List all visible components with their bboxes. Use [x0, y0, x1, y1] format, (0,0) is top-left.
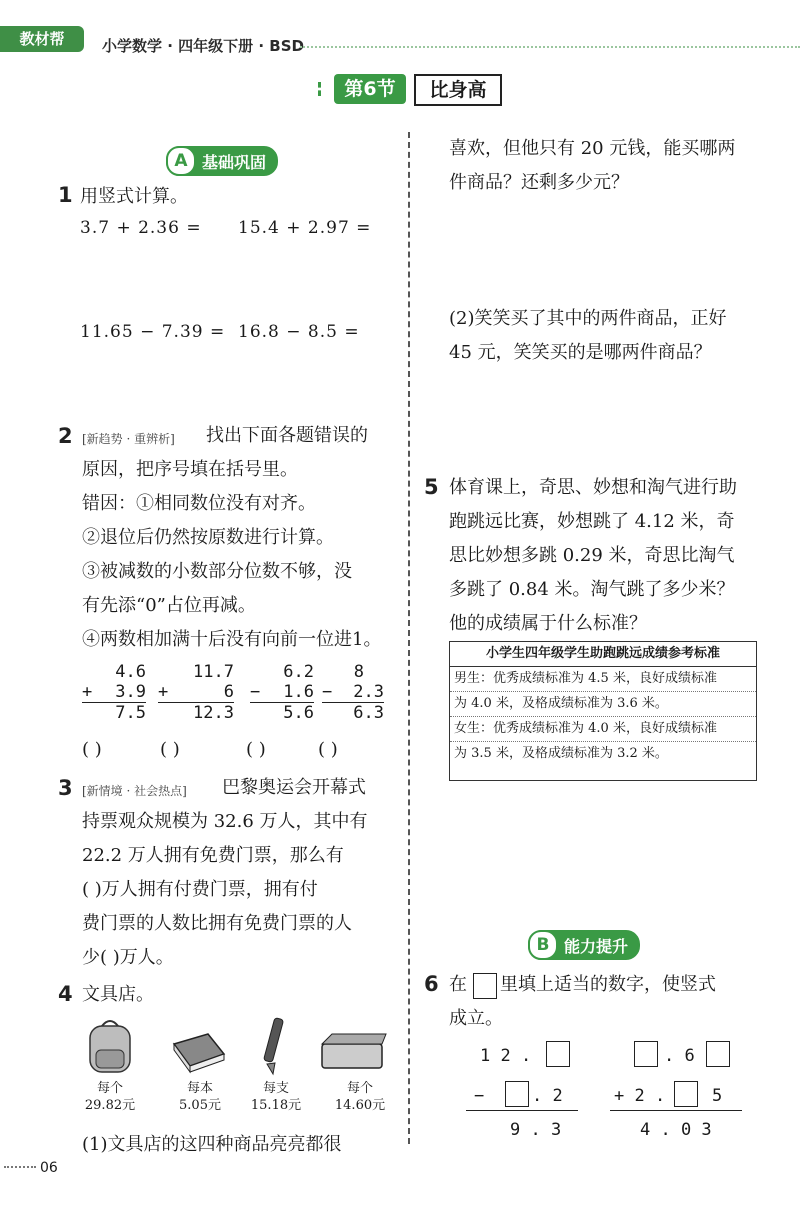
table-title: 小学生四年级学生助跑跳远成绩参考标准	[450, 642, 756, 667]
product-price: 15.18元	[250, 1098, 302, 1113]
product-label	[330, 1080, 390, 1114]
q2-answer-blank[interactable]: ( )	[318, 739, 338, 760]
section-decoration	[318, 82, 335, 96]
calc-top: 6.2	[283, 662, 314, 682]
q1-number: 1	[58, 183, 73, 207]
q3-line: 持票观众规模为 32.6 万人，其中有	[82, 811, 368, 832]
q1-expr: 3.7 + 2.36 =	[80, 218, 202, 238]
q4-prompt: 文具店。	[82, 984, 154, 1005]
q1-expr: 16.8 − 8.5 =	[238, 322, 360, 342]
q5-line: 跑跳远比赛，妙想跳了 4.12 米，奇	[449, 511, 735, 532]
q2-calc-4	[322, 662, 384, 723]
q3-line: ( )万人拥有付费门票，拥有付	[82, 879, 318, 900]
part-b-heading	[528, 930, 640, 960]
q6-left-row2: . 2	[532, 1086, 563, 1106]
q1-expr: 11.65 − 7.39 =	[80, 322, 226, 342]
q6-line1b: 里填上适当的数字，使竖式	[500, 974, 716, 995]
q6-left-rule	[466, 1110, 578, 1111]
product-price: 5.05元	[179, 1098, 221, 1113]
calc-result: 6.3	[322, 702, 384, 723]
section-title: 比身高	[414, 74, 502, 106]
q2-line: 错因：①相同数位没有对齐。	[82, 493, 316, 514]
q4-number: 4	[58, 982, 73, 1006]
q5-line: 体育课上，奇思、妙想和淘气进行助	[449, 477, 737, 498]
calc-second: 2.3	[353, 682, 384, 702]
q6-line1a: 在	[449, 974, 467, 995]
answer-box[interactable]	[674, 1081, 698, 1107]
page-number: 06	[40, 1160, 58, 1176]
q2-calc-3	[250, 662, 314, 723]
calc-second: 1.6	[283, 682, 314, 702]
q3-tag: [新情境 · 社会热点]	[82, 784, 187, 798]
product-unit: 每本	[186, 1081, 213, 1096]
q5-line: 多跳了 0.84 米。淘气跳了多少米？	[449, 579, 735, 600]
part-b-label: 能力提升	[564, 936, 629, 956]
notebook-icon	[168, 1030, 228, 1074]
table-row: 男生：优秀成绩标准为 4.5 米，良好成绩标准	[450, 667, 756, 692]
backpack-icon	[80, 1016, 140, 1076]
q6-line2: 成立。	[449, 1008, 503, 1029]
calc-top: 11.7	[193, 662, 234, 682]
product-unit: 每个	[346, 1081, 373, 1096]
product-label	[170, 1080, 230, 1114]
answer-box[interactable]	[706, 1041, 730, 1067]
q2-calc-2	[158, 662, 234, 723]
q3-number: 3	[58, 776, 73, 800]
answer-box[interactable]	[473, 973, 497, 999]
q6-left-result: 9 . 3	[510, 1120, 562, 1140]
q2-line: ③被减数的小数部分位数不够，没	[82, 561, 352, 582]
q2-calc-1	[82, 662, 146, 723]
pen-icon	[258, 1014, 288, 1076]
answer-box[interactable]	[634, 1041, 658, 1067]
section-number: 第6节	[334, 74, 406, 104]
part-a-label: 基础巩固	[202, 152, 267, 172]
q6-right-result: 4 . 0 3	[640, 1120, 712, 1140]
part-a-heading	[166, 146, 278, 176]
column-divider	[408, 132, 410, 1144]
calc-top: 4.6	[115, 662, 146, 682]
q5-line: 思比妙想多跳 0.29 米，奇思比淘气	[449, 545, 735, 566]
q5-number: 5	[424, 475, 439, 499]
q2-line: 找出下面各题错误的	[206, 425, 368, 446]
product-unit: 每支	[262, 1081, 289, 1096]
q6-right-row1: . 6	[664, 1046, 695, 1066]
calc-result: 12.3	[158, 702, 234, 723]
product-label	[80, 1080, 140, 1114]
q1-expr: 15.4 + 2.97 =	[238, 218, 372, 238]
q2-answer-blank[interactable]: ( )	[160, 739, 180, 760]
part-a-letter: A	[166, 146, 196, 176]
q3-line: 费门票的人数比拥有免费门票的人	[82, 913, 352, 934]
calc-second: 3.9	[115, 682, 146, 702]
q3-line: 巴黎奥运会开幕式	[222, 777, 366, 798]
q2-number: 2	[58, 424, 73, 448]
footer-decoration	[4, 1166, 36, 1168]
answer-box[interactable]	[505, 1081, 529, 1107]
standards-table	[449, 641, 757, 781]
calc-top: 8	[353, 662, 364, 682]
q4-sub2: (2)笑笑买了其中的两件商品，正好	[449, 308, 727, 329]
q4-sub1: (1)文具店的这四种商品亮亮都很	[82, 1134, 342, 1155]
answer-box[interactable]	[546, 1041, 570, 1067]
q6-right-op: + 2 .	[614, 1086, 666, 1106]
q4-sub1-cont: 件商品？还剩多少元？	[449, 172, 629, 193]
q1-prompt: 用竖式计算。	[80, 186, 188, 207]
book-title: 小学数学 · 四年级下册 · BSD	[102, 37, 304, 55]
calc-op: −	[322, 682, 333, 702]
q6-right-rule	[610, 1110, 742, 1111]
calc-op: +	[158, 682, 169, 702]
calc-second: 6	[223, 682, 234, 702]
product-price: 14.60元	[334, 1098, 386, 1113]
q6-left-row1: 1 2 .	[480, 1046, 532, 1066]
q2-line: ②退位后仍然按原数进行计算。	[82, 527, 334, 548]
product-unit: 每个	[96, 1081, 123, 1096]
q6-number: 6	[424, 972, 439, 996]
part-b-letter: B	[528, 930, 558, 960]
q5-line: 他的成绩属于什么标准？	[449, 613, 647, 634]
q6-right-row2: 5	[712, 1086, 723, 1106]
pencil-case-icon	[318, 1030, 388, 1074]
q4-sub1-cont: 喜欢，但他只有 20 元钱，能买哪两	[449, 138, 736, 159]
calc-result: 7.5	[82, 702, 146, 723]
table-row: 为 3.5 米，及格成绩标准为 3.2 米。	[454, 746, 668, 761]
table-row: 为 4.0 米，及格成绩标准为 3.6 米。	[450, 692, 756, 717]
table-row: 女生：优秀成绩标准为 4.0 米，良好成绩标准	[450, 717, 756, 742]
q2-answer-blank[interactable]: ( )	[246, 739, 266, 760]
q2-answer-blank[interactable]: ( )	[82, 739, 102, 760]
header-divider	[300, 46, 800, 48]
q2-tag: [新趋势 · 重辨析]	[82, 432, 175, 446]
q3-line: 少( )万人。	[82, 947, 174, 968]
q2-line: 有先添“0”占位再减。	[82, 595, 256, 616]
q4-sub2: 45 元，笑笑买的是哪两件商品？	[449, 342, 712, 363]
product-label	[246, 1080, 306, 1114]
q6-left-op: −	[474, 1086, 485, 1106]
calc-result: 5.6	[250, 702, 314, 723]
q2-line: ④两数相加满十后没有向前一位进1。	[82, 629, 382, 650]
product-price: 29.82元	[84, 1098, 136, 1113]
q3-line: 22.2 万人拥有免费门票，那么有	[82, 845, 344, 866]
calc-op: −	[250, 682, 261, 702]
q2-line: 原因，把序号填在括号里。	[82, 459, 298, 480]
brand-badge: 教材帮	[0, 26, 84, 52]
calc-op: +	[82, 682, 93, 702]
